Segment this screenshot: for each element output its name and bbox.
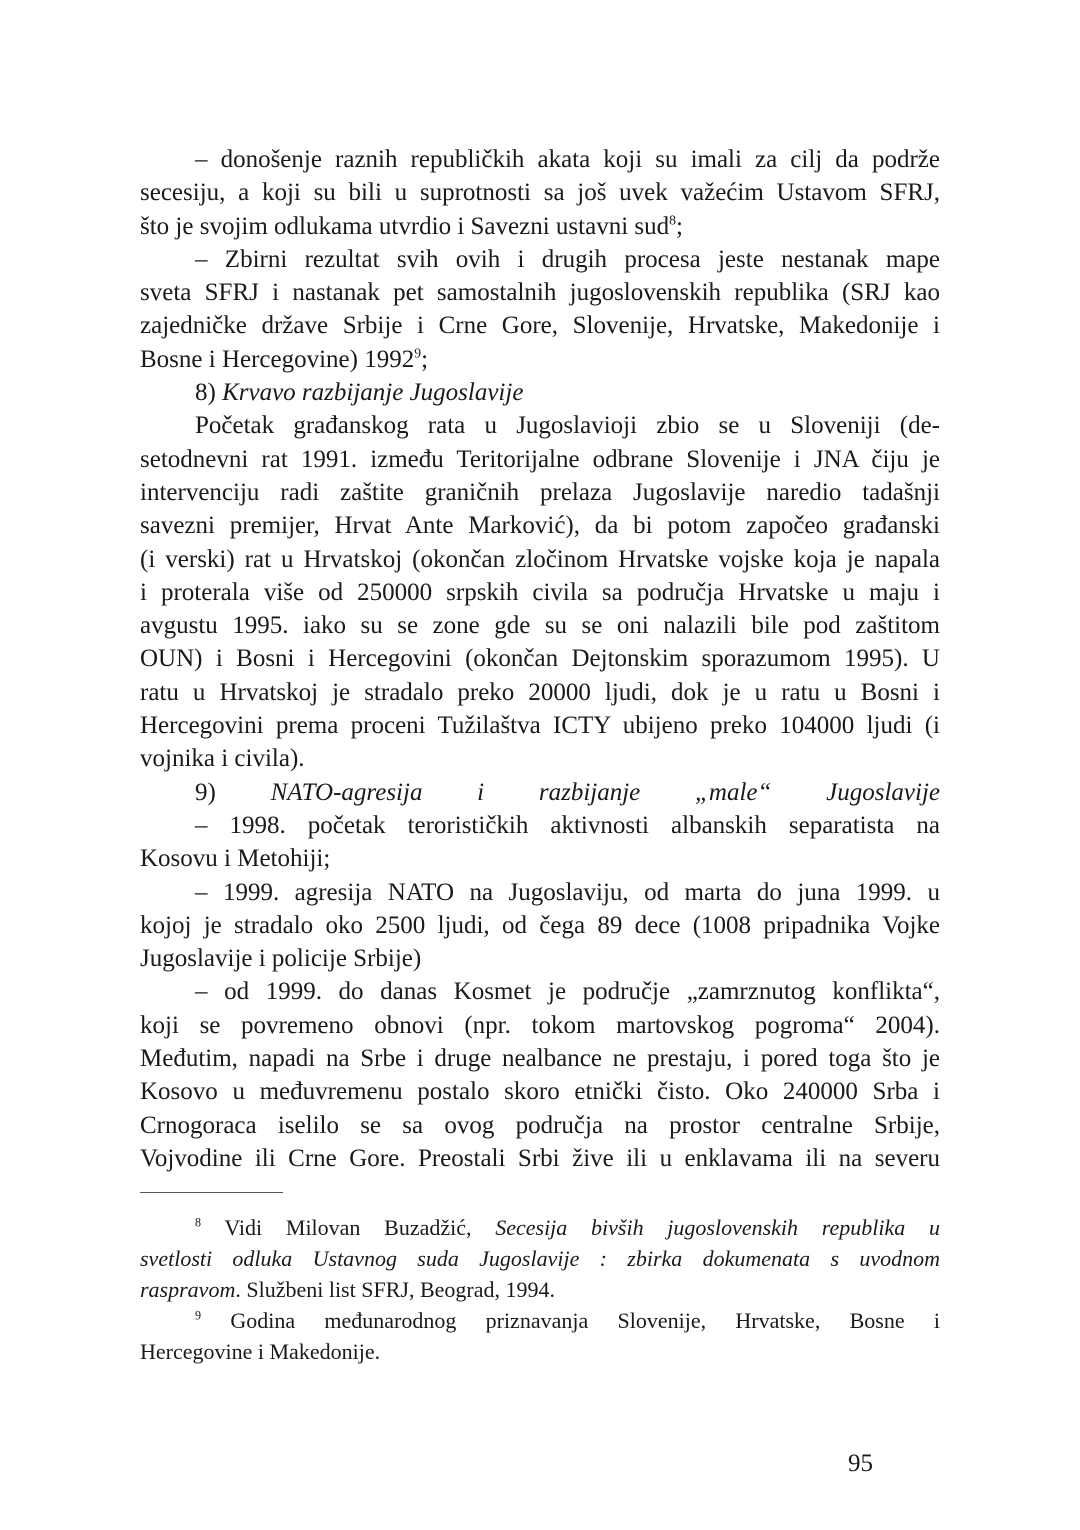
text-line: Hercegovini prema proceni Tužilaštva ICTY ubijeno preko 104000 ljudi (i — [140, 712, 940, 740]
section-heading-8 — [140, 376, 940, 409]
text: svetlosti odluka Ustavnog suda Jugoslavije : zbirka dokumenata s uvodnom — [140, 1246, 940, 1271]
section-title: NATO-agresija i razbijanje „male“ Jugoslavije — [270, 778, 941, 806]
text-line: intervenciju radi zaštite graničnih prelaza Jugoslavije naredio tadašnji — [140, 478, 940, 506]
text: Bosne i Hercegovine) 1992 — [140, 345, 415, 373]
text-line — [140, 210, 940, 243]
text-line: kojoj je stradalo oko 2500 ljudi, od čega 89 dece (1008 pripadnika Vojke — [140, 911, 940, 939]
text-line: Međutim, napadi na Srbe i druge nealbance ne prestaju, i pored toga što je — [140, 1045, 940, 1073]
footnote-divider — [140, 1192, 283, 1193]
footnote-ref-8[interactable]: 8 — [669, 211, 676, 227]
text: . Službeni list SFRJ, Beograd, 1994. — [235, 1277, 555, 1302]
footnote-number: 9 — [195, 1308, 202, 1323]
footnotes — [140, 1212, 940, 1367]
text-line: Kosovo u međuvremenu postalo skoro etnički čisto. Oko 240000 Srba i — [140, 1078, 940, 1106]
text-line: (i verski) rat u Hrvatskoj (okončan zločinom Hrvatske vojske koja je napala — [140, 545, 940, 573]
text: Vidi Milovan Buzadžić, — [201, 1215, 496, 1240]
text-line: koji se povremeno obnovi (npr. tokom martovskog pogroma“ 2004). — [140, 1011, 940, 1039]
text-line: avgustu 1995. iako su se zone gde su se oni nalazili bile pod zaštitom — [140, 612, 940, 640]
text-line: savezni premijer, Hrvat Ante Marković), da bi potom započeo građanski — [140, 512, 940, 540]
text-line: Jugoslavije i policije Srbije) — [140, 945, 422, 973]
footnote-ref-9[interactable]: 9 — [414, 345, 422, 361]
text-line: vojnika i civila). — [140, 745, 305, 773]
footnote-9 — [140, 1305, 940, 1336]
text-line: – 1998. početak terorističkih aktivnosti albanskih separatista na — [195, 811, 940, 839]
section-number: 8) — [195, 379, 223, 407]
text-line: Kosovu i Metohiji; — [140, 845, 331, 873]
page-number: 95 — [848, 1450, 873, 1477]
text-line: i proterala više od 250000 srpskih civila sa područja Hrvatske u maju i — [140, 578, 940, 606]
text-line: OUN) i Bosni i Hercegovini (okončan Dejtonskim sporazumom 1995). U — [140, 645, 940, 673]
text-line: zajedničke države Srbije i Crne Gore, Slovenije, Hrvatske, Makedonije i — [140, 312, 940, 340]
text-line: Vojvodine ili Crne Gore. Preostali Srbi žive ili u enklavama ili na severu — [140, 1144, 940, 1172]
text-line: – donošenje raznih republičkih akata koji su imali za cilj da podrže — [195, 146, 940, 173]
text-line: – 1999. agresija NATO na Jugoslaviju, od marta do juna 1999. u — [195, 878, 940, 906]
text: Secesija bivših jugoslovenskih republika u — [495, 1215, 940, 1240]
footnote-8 — [140, 1212, 940, 1243]
text: ; — [421, 345, 429, 373]
text: ; — [676, 212, 683, 240]
footnote-line — [140, 1274, 940, 1305]
text: što je svojim odlukama utvrdio i Savezni ustavni sud — [140, 212, 670, 240]
footnote-line: Hercegovine i Makedonije. — [140, 1339, 381, 1364]
text-line — [140, 343, 940, 376]
text-line: secesiju, a koji su bili u suprotnosti sa još uvek važećim Ustavom SFRJ, — [140, 179, 940, 207]
text-line: ratu u Hrvatskoj je stradalo preko 20000 ljudi, dok je u ratu u Bosni i — [140, 678, 940, 706]
text: Godina međunarodnog priznavanja Slovenije, Hrvatske, Bosne i — [201, 1308, 940, 1333]
text-line: sveta SFRJ i nastanak pet samostalnih jugoslovenskih republika (SRJ kao — [140, 279, 940, 307]
section-title: Krvavo razbijanje Jugoslavije — [222, 379, 524, 407]
footnote-line — [140, 1243, 940, 1274]
section-number: 9) — [195, 778, 271, 806]
section-heading-9 — [140, 776, 940, 809]
text-line: – od 1999. do danas Kosmet je područje „zamrznutog konflikta“, — [195, 978, 940, 1006]
body-text — [140, 143, 940, 1175]
text-line: – Zbirni rezultat svih ovih i drugih procesa jeste nestanak mape — [195, 245, 940, 273]
text-line: Crnogoraca iselilo se sa ovog područja na prostor centralne Srbije, — [140, 1111, 940, 1139]
text: raspravom — [140, 1277, 236, 1302]
text-line: setodnevni rat 1991. između Teritorijalne odbrane Slovenije i JNA čiju je — [140, 445, 940, 473]
footnote-number: 8 — [195, 1215, 202, 1230]
text-line: Početak građanskog rata u Jugoslavioji zbio se u Sloveniji (de- — [195, 412, 940, 440]
